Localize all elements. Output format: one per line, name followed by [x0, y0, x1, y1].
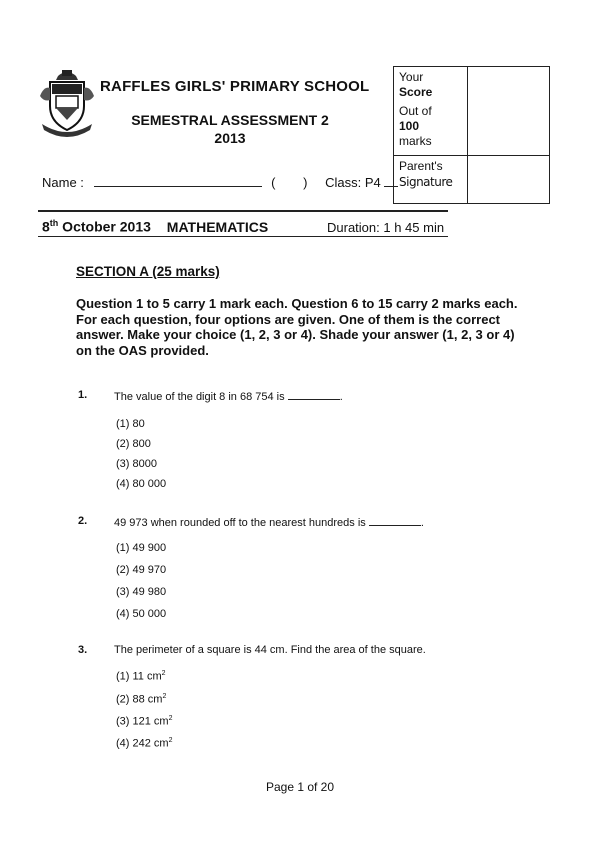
name-blank[interactable] [94, 174, 262, 187]
option [116, 693, 166, 706]
option: (2) 49 970 [116, 564, 167, 576]
score-label-out-of: Out of [399, 104, 432, 118]
subject: MATHEMATICS [166, 218, 269, 235]
score-label-your: Your [399, 70, 424, 84]
duration: Duration: 1 h 45 min [327, 220, 445, 235]
option [116, 715, 172, 728]
question-number: 3. [78, 644, 88, 656]
score-total: 100 [399, 119, 420, 133]
score-label-score: Score [399, 85, 433, 99]
section-instructions: Question 1 to 5 carry 1 mark each. Question 6 to 15 carry 2 marks each. For each question, four options are given. One of them is the correct answer. Make your choice (1, 2, 3 or 4). Shade your answer (1, 2, 3 or 4) on the OAS provided. [76, 296, 518, 358]
option-text: (2) 88 cm [116, 693, 163, 706]
date-rest: October 2013 [58, 218, 151, 235]
divider-bottom [38, 236, 448, 237]
assessment-year: 2013 [214, 130, 246, 146]
option: (4) 50 000 [116, 608, 167, 620]
option: (1) 80 [116, 418, 145, 430]
question-text [114, 389, 343, 403]
exam-date-row [42, 218, 268, 235]
question-number: 2. [78, 515, 88, 527]
school-crest-logo [38, 66, 96, 138]
option [116, 737, 172, 750]
page-number: Page 1 of 20 [265, 780, 335, 794]
option: (3) 8000 [116, 458, 157, 470]
unit-exponent: 2 [161, 670, 166, 677]
answer-blank [288, 389, 340, 400]
signature-label: Signature [399, 175, 453, 189]
question-1-period: . [339, 391, 343, 403]
option-text: (4) 242 cm [116, 737, 169, 750]
score-label-marks: marks [399, 134, 432, 148]
index-paren-open: ( [271, 175, 276, 190]
question-2-period: . [420, 517, 424, 529]
school-name: RAFFLES GIRLS' PRIMARY SCHOOL [100, 78, 370, 95]
question-text [114, 515, 424, 529]
class-label: Class: P4 [325, 175, 381, 190]
option: (2) 800 [116, 438, 151, 450]
class-blank[interactable] [384, 174, 398, 187]
unit-exponent: 2 [168, 737, 173, 744]
name-label: Name : [42, 175, 84, 190]
unit-exponent: 2 [168, 715, 173, 722]
score-box [393, 66, 550, 204]
date-day: 8 [42, 218, 50, 235]
option: (3) 49 980 [116, 586, 167, 598]
question-1-text: The value of the digit 8 in 68 754 is [114, 391, 285, 403]
question-2-text: 49 973 when rounded off to the nearest hundreds is [114, 517, 366, 529]
option: (1) 49 900 [116, 542, 167, 554]
question-3-text: The perimeter of a square is 44 cm. Find the area of the square. [114, 644, 426, 656]
index-paren-close: ) [303, 175, 308, 190]
option-text: (1) 11 cm [116, 670, 162, 683]
unit-exponent: 2 [162, 693, 167, 700]
question-number: 1. [78, 389, 88, 401]
date-suffix: th [49, 218, 59, 228]
option [116, 670, 166, 683]
section-title: SECTION A (25 marks) [76, 264, 220, 279]
answer-blank [369, 515, 421, 526]
option: (4) 80 000 [116, 478, 167, 490]
assessment-title: SEMESTRAL ASSESSMENT 2 [131, 112, 329, 128]
divider-top [38, 210, 448, 212]
option-text: (3) 121 cm [116, 715, 169, 728]
name-row [42, 174, 398, 190]
parents-label: Parent's [399, 159, 443, 173]
